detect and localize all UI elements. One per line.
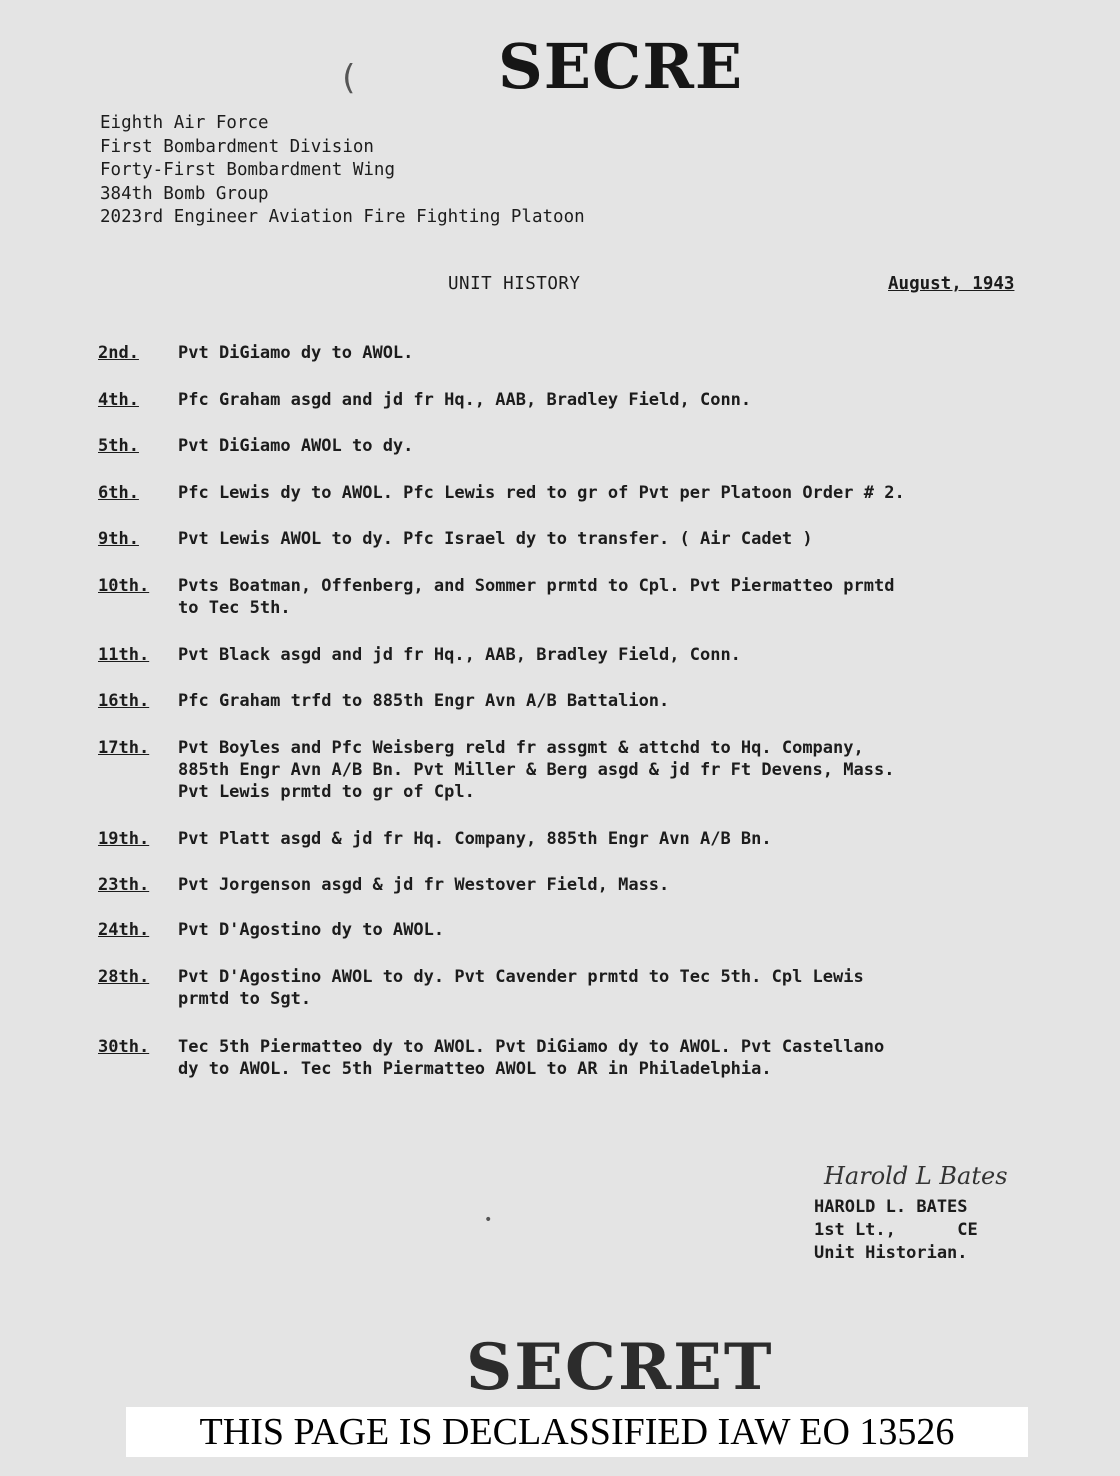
header-line: Forty-First Bombardment Wing bbox=[100, 160, 396, 180]
signature-block bbox=[814, 1162, 1008, 1265]
list-item bbox=[98, 737, 1018, 803]
signer-role: Unit Historian. bbox=[814, 1243, 968, 1263]
header-line: Eighth Air Force bbox=[100, 113, 269, 133]
entry-text: Pvt DiGiamo AWOL to dy. bbox=[178, 436, 414, 456]
entry-day: 16th. bbox=[98, 691, 150, 711]
list-item bbox=[98, 482, 1018, 504]
entry-text: Pvts Boatman, Offenberg, and Sommer prmtd to Cpl. Pvt Piermatteo prmtd to Tec 5th. bbox=[178, 576, 895, 618]
signer-name: HAROLD L. BATES bbox=[814, 1197, 968, 1217]
organization-header bbox=[100, 112, 585, 230]
entry-text: Tec 5th Piermatteo dy to AWOL. Pvt DiGiamo dy to AWOL. Pvt Castellano dy to AWOL. Tec 5th Piermatteo AWOL to AR in Philadelphia. bbox=[178, 1037, 885, 1079]
list-item bbox=[98, 966, 1018, 1010]
secret-stamp-bottom: SECRET bbox=[466, 1330, 774, 1405]
list-item bbox=[98, 828, 1018, 850]
header-line: 2023rd Engineer Aviation Fire Fighting Platoon bbox=[100, 207, 585, 227]
handwritten-signature: Harold L Bates bbox=[824, 1162, 1008, 1190]
list-item bbox=[98, 919, 1018, 941]
entry-day: 23th. bbox=[98, 875, 150, 895]
entry-day: 28th. bbox=[98, 967, 150, 987]
list-item bbox=[98, 690, 1018, 712]
entry-day: 5th. bbox=[98, 436, 139, 456]
entry-day: 6th. bbox=[98, 483, 139, 503]
secret-stamp-top: SECRE bbox=[498, 30, 744, 103]
paper-mark: • bbox=[484, 1212, 493, 1228]
entry-day: 17th. bbox=[98, 738, 150, 758]
list-item bbox=[98, 575, 1018, 619]
list-item bbox=[98, 644, 1018, 666]
entry-text: Pfc Graham trfd to 885th Engr Avn A/B Battalion. bbox=[178, 691, 670, 711]
entry-day: 19th. bbox=[98, 829, 150, 849]
entry-text: Pvt Boyles and Pfc Weisberg reld fr assgmt & attchd to Hq. Company, 885th Engr Avn A/B Bn. Pvt Miller & Berg asgd & jd fr Ft Devens, Mass. Pvt Lewis prmtd to gr of Cpl. bbox=[178, 738, 895, 802]
list-item bbox=[98, 342, 1018, 364]
entry-text: Pfc Graham asgd and jd fr Hq., AAB, Bradley Field, Conn. bbox=[178, 390, 752, 410]
list-item bbox=[98, 528, 1018, 550]
entry-text: Pvt Lewis AWOL to dy. Pfc Israel dy to transfer. ( Air Cadet ) bbox=[178, 529, 813, 549]
declassification-banner: THIS PAGE IS DECLASSIFIED IAW EO 13526 bbox=[126, 1407, 1028, 1457]
list-item bbox=[98, 389, 1018, 411]
entry-day: 10th. bbox=[98, 576, 150, 596]
entry-text: Pfc Lewis dy to AWOL. Pfc Lewis red to gr of Pvt per Platoon Order # 2. bbox=[178, 483, 905, 503]
entry-day: 4th. bbox=[98, 390, 139, 410]
entry-text: Pvt Jorgenson asgd & jd fr Westover Field, Mass. bbox=[178, 875, 670, 895]
entry-text: Pvt D'Agostino dy to AWOL. bbox=[178, 920, 445, 940]
entry-day: 30th. bbox=[98, 1037, 150, 1057]
entry-day: 2nd. bbox=[98, 343, 139, 363]
entry-day: 24th. bbox=[98, 920, 150, 940]
entry-text: Pvt D'Agostino AWOL to dy. Pvt Cavender prmtd to Tec 5th. Cpl Lewis prmtd to Sgt. bbox=[178, 967, 864, 1009]
entry-day: 11th. bbox=[98, 645, 150, 665]
list-item bbox=[98, 874, 1018, 896]
list-item bbox=[98, 435, 1018, 457]
entry-text: Pvt DiGiamo dy to AWOL. bbox=[178, 343, 414, 363]
header-line: 384th Bomb Group bbox=[100, 183, 269, 204]
paper-mark: ( bbox=[338, 58, 359, 98]
entry-text: Pvt Platt asgd & jd fr Hq. Company, 885th Engr Avn A/B Bn. bbox=[178, 829, 772, 849]
list-item bbox=[98, 1036, 1018, 1080]
document-title: UNIT HISTORY bbox=[448, 274, 581, 294]
header-line: First Bombardment Division bbox=[100, 136, 374, 157]
signer-rank: 1st Lt., CE bbox=[814, 1220, 978, 1240]
entry-text: Pvt Black asgd and jd fr Hq., AAB, Bradley Field, Conn. bbox=[178, 645, 741, 665]
document-date: August, 1943 bbox=[888, 274, 1015, 294]
entry-day: 9th. bbox=[98, 529, 139, 549]
